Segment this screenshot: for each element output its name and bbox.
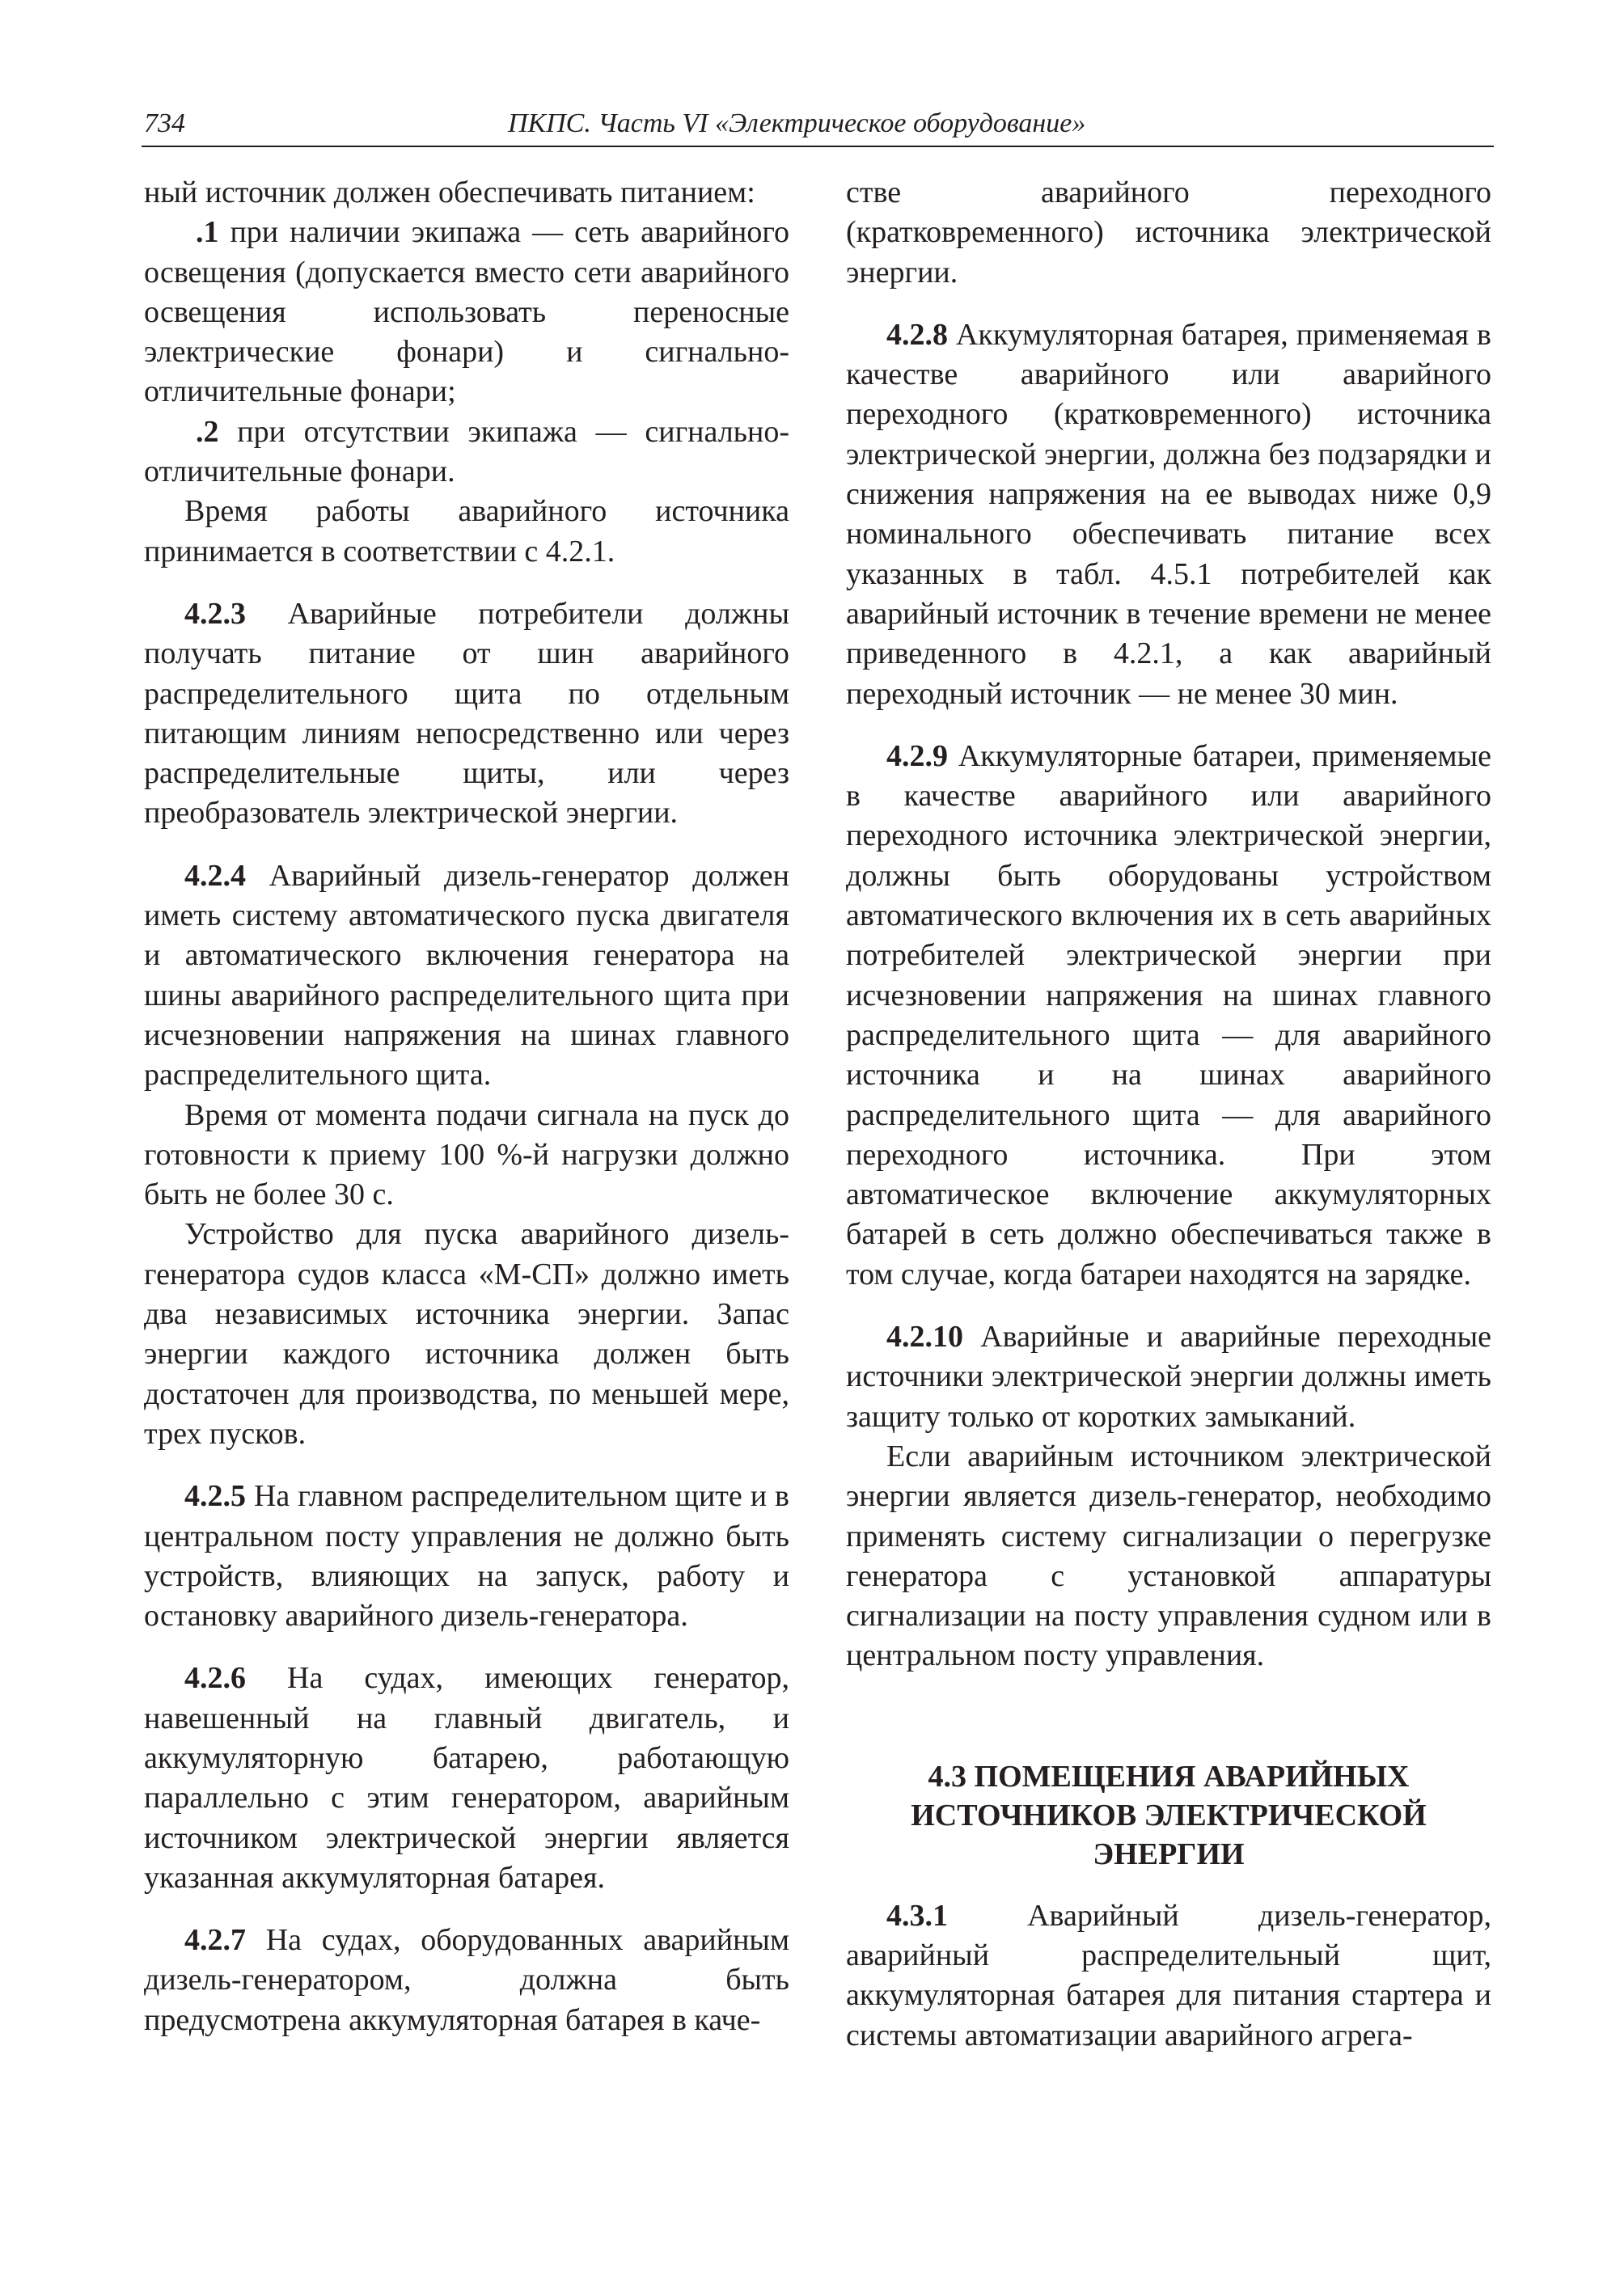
list-item-1-text: при наличии экипажа — сеть аварийного освещения (допускается вместо сети аварийного освещения использовать переносные электрические фонари) и сигнально-отличительные фонари; (144, 215, 789, 409)
page-number: 734 (144, 108, 185, 138)
section-4-2-7 (144, 1921, 789, 2040)
section-4-2-3-number: 4.2.3 (184, 596, 246, 631)
section-4-3-1 (846, 1896, 1491, 2056)
paragraph-operation-time: Время работы аварийного источника принимается в соответствии с 4.2.1. (144, 494, 789, 569)
section-4-2-4 (144, 856, 789, 1096)
list-item-1 (144, 213, 789, 412)
section-4-2-6 (144, 1659, 789, 1898)
section-4-2-3-text: Аварийные потребители должны получать питание от шин аварийного распределительного щита по отдельным питающим линиям непосредственно или через распределительные щиты, или через преобразователь электрической энергии. (144, 596, 789, 831)
section-4-2-6-number: 4.2.6 (184, 1661, 246, 1696)
section-4-2-8 (846, 315, 1491, 714)
section-4-2-10-number: 4.2.10 (886, 1320, 963, 1355)
section-4-2-5-number: 4.2.5 (184, 1479, 246, 1514)
list-item-2-text: при отсутствии экипажа — сигнально-отличительные фонари. (144, 414, 789, 489)
section-4-2-9-number: 4.2.9 (886, 738, 948, 773)
section-4-2-4-number: 4.2.4 (184, 858, 246, 893)
right-column (846, 173, 1491, 2056)
section-4-2-5 (144, 1477, 789, 1636)
list-item-2-number: .2 (196, 414, 219, 449)
section-4-2-10 (846, 1317, 1491, 1437)
section-4-3-1-text: Аварийный дизель-генератор, аварийный распределительный щит, аккумуляторная батарея для питания стартера и системы автоматизации аварийного агрега- (846, 1898, 1491, 2052)
running-title: ПКПС. Часть VI «Электрическое оборудование» (508, 108, 1086, 138)
section-4-2-9 (846, 737, 1491, 1295)
paragraph-start-time: Время от момента подачи сигнала на пуск до готовности к приему 100 %-й нагрузки должно быть не более 30 с. (144, 1097, 789, 1212)
section-4-2-3 (144, 594, 789, 834)
running-header (144, 104, 1492, 144)
paragraph-continuation-right: стве аварийного переходного (кратковременного) источника электрической энергии. (846, 175, 1491, 290)
paragraph-overload-alarm: Если аварийным источником электрической энергии является дизель-генератор, необходимо применять систему сигнализации о перегрузке генератора с установкой аппаратуры сигнализации на посту управления судном или в центральном посту управления. (846, 1439, 1491, 1673)
list-item-1-number: .1 (196, 215, 219, 250)
paragraph-starting-device: Устройство для пуска аварийного дизель-генератора судов класса «М-СП» должно иметь два независимых источника энергии. Запас энергии каждого источника должен быть достаточен для производства, по меньшей мере, трех пусков. (144, 1217, 789, 1451)
section-4-2-6-text: На судах, имеющих генератор, навешенный на главный двигатель, и аккумуляторную батарею, работающую параллельно с этим генератором, аварийным источником электрической энергии является указанная аккумуляторная батарея. (144, 1661, 789, 1895)
paragraph-continuation: ный источник должен обеспечивать питанием: (144, 175, 755, 209)
section-4-2-8-number: 4.2.8 (886, 317, 948, 352)
section-4-2-10-text: Аварийные и аварийные переходные источники электрической энергии должны иметь защиту только от коротких замыканий. (846, 1320, 1491, 1434)
section-4-2-9-text: Аккумуляторные батареи, применяемые в качестве аварийного или аварийного переходного источника электрической энергии, должны быть оборудованы устройством автоматического включения их в сеть аварийных потребителей электрической энергии при исчезновении напряжения на шинах главного распределительного щита — для аварийного источника и на шинах аварийного распределительного щита — для аварийного переходного источника. При этом автоматическое включение аккумуляторных батарей в сеть должно обеспечиваться также в том случае, когда батареи находятся на зарядке. (846, 738, 1491, 1291)
section-4-2-7-number: 4.2.7 (184, 1923, 246, 1958)
section-4-2-5-text: На главном распределительном щите и в центральном посту управления не должно быть устройств, влияющих на запуск, работу и остановку аварийного дизель-генератора. (144, 1479, 789, 1634)
left-column (144, 173, 789, 2040)
section-4-2-8-text: Аккумуляторная батарея, применяемая в качестве аварийного или аварийного переходного (кратковременного) источника электрической энергии, должна без подзарядки и снижения напряжения на ее выводах ниже 0,9 номинального обеспечивать питание всех указанных в табл. 4.5.1 потребителей как аварийный источник в течение времени не менее приведенного в 4.2.1, а как аварийный переходный источник — не менее 30 мин. (846, 317, 1491, 711)
section-4-3-1-number: 4.3.1 (886, 1898, 948, 1933)
list-item-2 (144, 412, 789, 492)
heading-line-3: ЭНЕРГИИ (1093, 1837, 1245, 1871)
section-heading-4-3 (846, 1757, 1491, 1874)
header-rule (142, 146, 1494, 147)
section-4-2-4-text: Аварийный дизель-генератор должен иметь систему автоматического пуска двигателя и автоматического включения генератора на шины аварийного распределительного щита при исчезновении напряжения на шинах главного распределительного щита. (144, 858, 789, 1093)
heading-line-1: 4.3 ПОМЕЩЕНИЯ АВАРИЙНЫХ (928, 1759, 1410, 1794)
section-4-2-7-text: На судах, оборудованных аварийным дизель-генератором, должна быть предусмотрена аккумуляторная батарея в каче- (144, 1923, 789, 2037)
heading-line-2: ИСТОЧНИКОВ ЭЛЕКТРИЧЕСКОЙ (911, 1798, 1427, 1832)
